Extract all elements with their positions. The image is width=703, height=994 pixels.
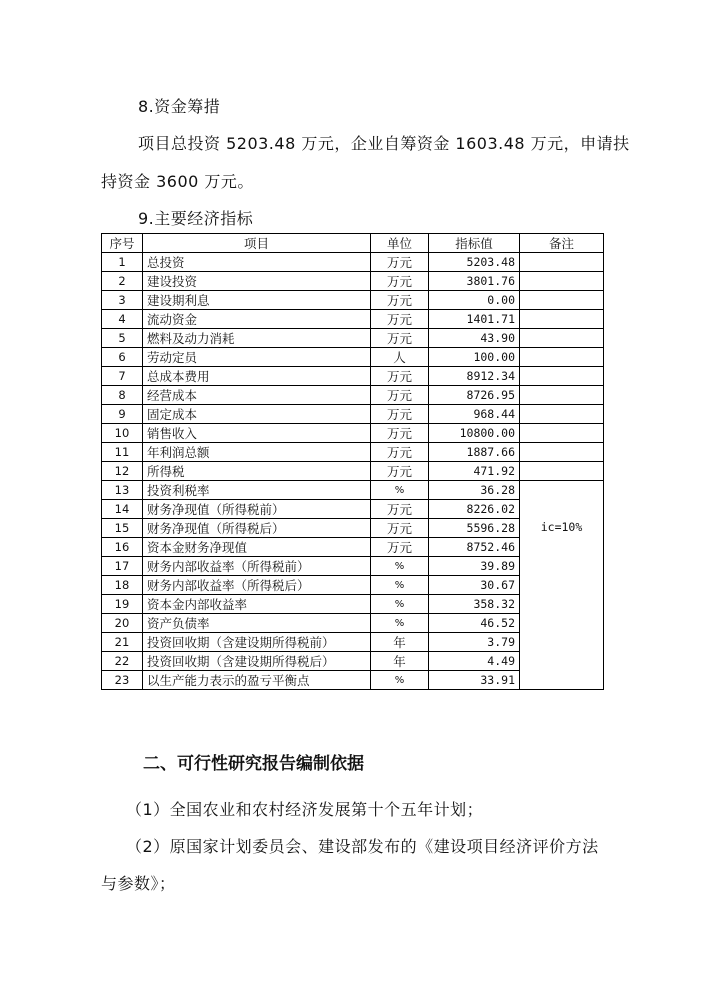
table-header-row — [102, 234, 604, 253]
row-number: 9 — [102, 405, 143, 424]
table-row — [102, 291, 604, 310]
row-item: 总成本费用 — [143, 367, 371, 386]
row-item: 固定成本 — [143, 405, 371, 424]
row-item: 总投资 — [143, 253, 371, 272]
row-value: 968.44 — [429, 405, 520, 424]
row-value: 36.28 — [429, 481, 520, 500]
table-row — [102, 348, 604, 367]
row-number: 17 — [102, 557, 143, 576]
row-value: 8912.34 — [429, 367, 520, 386]
row-unit: 万元 — [371, 519, 429, 538]
table-row — [102, 443, 604, 462]
row-value: 46.52 — [429, 614, 520, 633]
row-unit: % — [371, 576, 429, 595]
row-item: 资本金财务净现值 — [143, 538, 371, 557]
row-item: 资产负债率 — [143, 614, 371, 633]
row-unit: % — [371, 557, 429, 576]
row-value: 39.89 — [429, 557, 520, 576]
merged-note-cell: ic=10% — [520, 481, 604, 690]
row-number: 15 — [102, 519, 143, 538]
row-item: 经营成本 — [143, 386, 371, 405]
row-number: 11 — [102, 443, 143, 462]
row-item: 以生产能力表示的盈亏平衡点 — [143, 671, 371, 690]
row-value: 33.91 — [429, 671, 520, 690]
row-note — [520, 310, 604, 329]
header-number: 序号 — [102, 234, 143, 253]
row-item: 财务净现值（所得税后） — [143, 519, 371, 538]
row-note — [520, 424, 604, 443]
row-unit: 万元 — [371, 253, 429, 272]
row-value: 8226.02 — [429, 500, 520, 519]
row-unit: 万元 — [371, 462, 429, 481]
row-value: 100.00 — [429, 348, 520, 367]
header-unit: 单位 — [371, 234, 429, 253]
basis-item-1: （1）全国农业和农村经济发展第十个五年计划； — [126, 800, 484, 819]
table-row — [102, 329, 604, 348]
row-unit: 年 — [371, 633, 429, 652]
row-unit: 万元 — [371, 272, 429, 291]
table-row — [102, 462, 604, 481]
table-row — [102, 272, 604, 291]
row-number: 14 — [102, 500, 143, 519]
row-item: 销售收入 — [143, 424, 371, 443]
row-item: 财务内部收益率（所得税后） — [143, 576, 371, 595]
row-unit: 万元 — [371, 424, 429, 443]
table-row — [102, 405, 604, 424]
row-item: 燃料及动力消耗 — [143, 329, 371, 348]
row-value: 8752.46 — [429, 538, 520, 557]
row-value: 5203.48 — [429, 253, 520, 272]
row-number: 5 — [102, 329, 143, 348]
row-number: 13 — [102, 481, 143, 500]
section-8-title: 8.资金筹措 — [138, 97, 221, 116]
row-unit: 万元 — [371, 443, 429, 462]
row-number: 18 — [102, 576, 143, 595]
row-number: 6 — [102, 348, 143, 367]
table-row — [102, 253, 604, 272]
row-note — [520, 367, 604, 386]
row-note — [520, 329, 604, 348]
row-number: 21 — [102, 633, 143, 652]
row-number: 22 — [102, 652, 143, 671]
row-note — [520, 272, 604, 291]
row-number: 7 — [102, 367, 143, 386]
row-value: 358.32 — [429, 595, 520, 614]
row-number: 1 — [102, 253, 143, 272]
row-unit: 万元 — [371, 500, 429, 519]
row-value: 8726.95 — [429, 386, 520, 405]
table-row — [102, 367, 604, 386]
row-item: 财务净现值（所得税前） — [143, 500, 371, 519]
row-value: 471.92 — [429, 462, 520, 481]
row-value: 30.67 — [429, 576, 520, 595]
section-9-title: 9.主要经济指标 — [138, 209, 254, 228]
row-number: 20 — [102, 614, 143, 633]
row-unit: 人 — [371, 348, 429, 367]
section-8-paragraph-line2: 持资金 3600 万元。 — [101, 172, 254, 191]
row-item: 劳动定员 — [143, 348, 371, 367]
row-note — [520, 462, 604, 481]
row-note — [520, 386, 604, 405]
row-number: 19 — [102, 595, 143, 614]
basis-item-2-line2: 与参数》； — [101, 874, 176, 893]
row-note — [520, 291, 604, 310]
economic-indicators-table — [101, 233, 604, 690]
row-unit: % — [371, 614, 429, 633]
row-number: 16 — [102, 538, 143, 557]
row-note — [520, 253, 604, 272]
row-item: 年利润总额 — [143, 443, 371, 462]
table-row — [102, 481, 604, 500]
row-item: 资本金内部收益率 — [143, 595, 371, 614]
header-item: 项目 — [143, 234, 371, 253]
row-item: 流动资金 — [143, 310, 371, 329]
row-number: 2 — [102, 272, 143, 291]
row-unit: 万元 — [371, 367, 429, 386]
row-unit: 万元 — [371, 310, 429, 329]
row-note — [520, 405, 604, 424]
row-item: 投资回收期（含建设期所得税前） — [143, 633, 371, 652]
table-row — [102, 424, 604, 443]
basis-item-2-line1: （2）原国家计划委员会、建设部发布的《建设项目经济评价方法 — [126, 837, 599, 856]
row-unit: % — [371, 671, 429, 690]
row-value: 1887.66 — [429, 443, 520, 462]
table-row — [102, 386, 604, 405]
row-note — [520, 348, 604, 367]
row-item: 所得税 — [143, 462, 371, 481]
row-item: 投资利税率 — [143, 481, 371, 500]
row-item: 财务内部收益率（所得税前） — [143, 557, 371, 576]
section-2-heading: 二、可行性研究报告编制依据 — [143, 754, 364, 774]
row-number: 8 — [102, 386, 143, 405]
row-value: 5596.28 — [429, 519, 520, 538]
row-item: 投资回收期（含建设期所得税后） — [143, 652, 371, 671]
row-unit: 万元 — [371, 291, 429, 310]
row-unit: 万元 — [371, 329, 429, 348]
row-number: 4 — [102, 310, 143, 329]
row-number: 23 — [102, 671, 143, 690]
section-8-paragraph-line1: 项目总投资 5203.48 万元，企业自筹资金 1603.48 万元，申请扶 — [138, 134, 630, 153]
table-row — [102, 310, 604, 329]
header-value: 指标值 — [429, 234, 520, 253]
row-unit: 年 — [371, 652, 429, 671]
row-value: 10800.00 — [429, 424, 520, 443]
row-item: 建设投资 — [143, 272, 371, 291]
row-number: 3 — [102, 291, 143, 310]
row-value: 43.90 — [429, 329, 520, 348]
row-number: 12 — [102, 462, 143, 481]
row-note — [520, 443, 604, 462]
row-item: 建设期利息 — [143, 291, 371, 310]
row-value: 4.49 — [429, 652, 520, 671]
row-unit: % — [371, 481, 429, 500]
row-value: 3801.76 — [429, 272, 520, 291]
header-note: 备注 — [520, 234, 604, 253]
row-value: 0.00 — [429, 291, 520, 310]
row-number: 10 — [102, 424, 143, 443]
row-unit: 万元 — [371, 405, 429, 424]
row-value: 3.79 — [429, 633, 520, 652]
row-value: 1401.71 — [429, 310, 520, 329]
row-unit: 万元 — [371, 538, 429, 557]
row-unit: 万元 — [371, 386, 429, 405]
row-unit: % — [371, 595, 429, 614]
